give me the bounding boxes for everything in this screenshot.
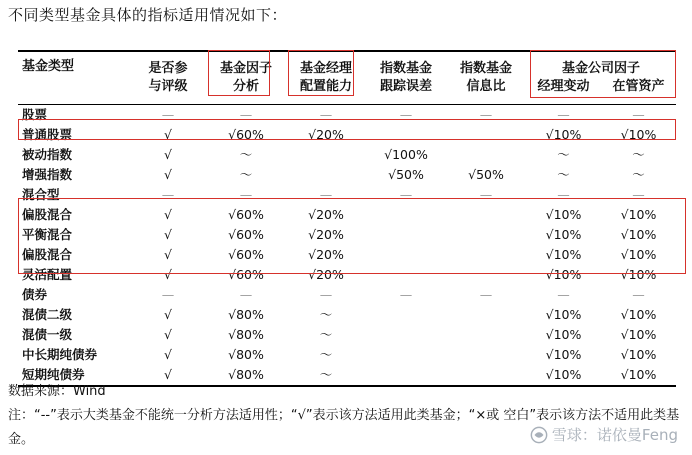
table-cell: ～ xyxy=(319,347,333,362)
table-cell: √ xyxy=(130,365,206,386)
data-source: 数据来源：Wind xyxy=(8,384,106,399)
table-cell xyxy=(446,225,526,245)
table-cell: √ xyxy=(164,147,172,162)
table-cell: √20% xyxy=(308,227,344,242)
table-cell: √10% xyxy=(545,127,582,142)
table-cell xyxy=(366,225,446,245)
table-cell: √60% xyxy=(228,127,264,142)
table-cell: √60% xyxy=(228,267,264,282)
fund-type-cell: 混债二级 xyxy=(22,307,73,322)
table-cell: — xyxy=(239,287,253,302)
header-factor-line1: 基金因子 xyxy=(219,61,272,76)
footnote: 注：“--”表示大类基金不能统一分析方法适用性；“√”表示该方法适用此类基金；“×或 空白”表示该方法不适用此类基金。 xyxy=(8,408,680,447)
table-row xyxy=(18,145,676,165)
table-cell: — xyxy=(399,287,413,302)
table-cell: √10% xyxy=(545,267,582,282)
header-info-line2: 信息比 xyxy=(466,79,506,94)
header-manager xyxy=(286,51,366,105)
table-cell xyxy=(286,165,366,185)
table-cell: √10% xyxy=(545,327,582,342)
fund-type-cell: 债券 xyxy=(22,287,48,302)
table-row xyxy=(18,365,676,386)
table-cell: √100% xyxy=(384,147,428,162)
table-cell xyxy=(286,145,366,165)
fund-type-cell: 中长期纯债券 xyxy=(22,347,98,362)
table-row xyxy=(18,285,676,305)
table-cell xyxy=(366,265,446,285)
table-cell: — xyxy=(479,107,493,122)
table-cell: ～ xyxy=(319,327,333,342)
header-tracking-line1: 指数基金 xyxy=(379,61,432,76)
table-cell: √10% xyxy=(545,347,582,362)
table-cell: — xyxy=(632,107,645,122)
table-cell: √10% xyxy=(526,365,601,386)
intro-text: 不同类型基金具体的指标适用情况如下： xyxy=(8,6,288,24)
table-row xyxy=(18,205,676,225)
fund-type-cell: 偏股混合 xyxy=(22,247,73,262)
table-cell: ～ xyxy=(632,167,645,182)
table-cell xyxy=(446,325,526,345)
watermark xyxy=(530,424,678,445)
table-cell: √20% xyxy=(308,207,344,222)
table-cell: — xyxy=(557,287,570,302)
table-cell: ～ xyxy=(319,307,333,322)
table-cell: — xyxy=(161,187,175,202)
header-rating-line2: 与评级 xyxy=(148,79,188,94)
table-cell: — xyxy=(239,187,253,202)
fund-type-cell: 灵活配置 xyxy=(22,267,73,282)
table-cell: ～ xyxy=(557,147,570,162)
table-cell: √10% xyxy=(620,347,657,362)
table-cell: ～ xyxy=(239,147,253,162)
table-cell xyxy=(446,365,526,386)
fund-type-cell: 普通股票 xyxy=(22,127,73,142)
table-cell xyxy=(446,125,526,145)
table-cell: — xyxy=(399,107,413,122)
table-body xyxy=(18,105,676,387)
table-cell: √10% xyxy=(545,227,582,242)
header-info-line1: 指数基金 xyxy=(459,61,512,76)
table-cell: √10% xyxy=(620,247,657,262)
table-cell: √10% xyxy=(601,365,676,386)
table-cell: — xyxy=(161,287,175,302)
table-cell: √80% xyxy=(228,307,264,322)
table-cell: √10% xyxy=(620,267,657,282)
table-cell: ～ xyxy=(557,167,570,182)
fund-type-cell: 被动指数 xyxy=(22,147,73,162)
table-cell: √80% xyxy=(206,365,286,386)
header-rating xyxy=(130,51,206,105)
table-row xyxy=(18,185,676,205)
table-cell: — xyxy=(632,287,645,302)
table-row xyxy=(18,225,676,245)
fund-type-cell: 平衡混合 xyxy=(22,227,73,242)
table-cell: √80% xyxy=(228,347,264,362)
table-row xyxy=(18,165,676,185)
table-cell xyxy=(366,345,446,365)
fund-indicator-table xyxy=(18,50,676,387)
header-info-ratio xyxy=(446,51,526,105)
table-cell: √ xyxy=(164,267,172,282)
table-cell xyxy=(446,205,526,225)
table-cell xyxy=(366,365,446,386)
table-cell xyxy=(366,205,446,225)
table-cell xyxy=(446,245,526,265)
table-cell xyxy=(446,345,526,365)
table-cell: √60% xyxy=(228,207,264,222)
header-company-factor xyxy=(526,51,676,105)
header-manager-line2: 配置能力 xyxy=(299,79,352,94)
table-cell: — xyxy=(161,107,175,122)
header-tracking xyxy=(366,51,446,105)
table-cell: — xyxy=(319,187,333,202)
table-row xyxy=(18,305,676,325)
table-cell xyxy=(366,245,446,265)
header-company-title: 基金公司因子 xyxy=(561,61,640,76)
fund-type-cell: 混债一级 xyxy=(22,327,73,342)
table-cell: √ xyxy=(164,247,172,262)
table-row xyxy=(18,105,676,126)
header-tracking-line2: 跟踪误差 xyxy=(379,79,432,94)
table-cell: √10% xyxy=(545,247,582,262)
header-aum: 在管资产 xyxy=(612,79,665,94)
table-cell: √ xyxy=(164,207,172,222)
table-cell: — xyxy=(399,187,413,202)
table-cell: — xyxy=(557,107,570,122)
fund-type-cell: 股票 xyxy=(22,107,48,122)
table-cell: √10% xyxy=(620,327,657,342)
table-cell: √50% xyxy=(468,167,504,182)
table-cell: √10% xyxy=(545,307,582,322)
table-row xyxy=(18,125,676,145)
table-cell: √10% xyxy=(620,127,657,142)
table-row xyxy=(18,325,676,345)
snowball-icon xyxy=(530,426,548,444)
table-cell: ～ xyxy=(286,365,366,386)
fund-type-cell: 混合型 xyxy=(22,187,60,202)
table-cell: √50% xyxy=(388,167,424,182)
table-cell xyxy=(366,305,446,325)
table-header-row xyxy=(18,51,676,105)
table-cell xyxy=(446,265,526,285)
table-cell: — xyxy=(239,107,253,122)
table-row xyxy=(18,265,676,285)
watermark-text: 雪球：诺依曼Feng xyxy=(551,426,678,444)
table-cell: ～ xyxy=(239,167,253,182)
table-cell xyxy=(366,325,446,345)
table-cell: √10% xyxy=(545,207,582,222)
table-cell: √20% xyxy=(308,127,344,142)
table-cell: — xyxy=(557,187,570,202)
table-cell: √ xyxy=(164,167,172,182)
header-factor xyxy=(206,51,286,105)
table-cell: ～ xyxy=(632,147,645,162)
header-company-sub xyxy=(526,78,676,96)
table-cell: — xyxy=(319,287,333,302)
table-cell: √80% xyxy=(228,327,264,342)
table-cell xyxy=(446,305,526,325)
table-cell: — xyxy=(319,107,333,122)
fund-type-cell: 偏股混合 xyxy=(22,207,73,222)
table-row xyxy=(18,245,676,265)
table-cell: √ xyxy=(164,347,172,362)
table-cell: √ xyxy=(164,227,172,242)
table-cell xyxy=(366,125,446,145)
table-cell: √10% xyxy=(620,207,657,222)
table-cell: — xyxy=(479,187,493,202)
header-fund-type: 基金类型 xyxy=(22,59,75,74)
table-row xyxy=(18,345,676,365)
table-cell: — xyxy=(479,287,493,302)
header-rating-line1: 是否参 xyxy=(148,61,188,76)
table-cell: √20% xyxy=(308,267,344,282)
table-cell: √60% xyxy=(228,247,264,262)
table-cell: — xyxy=(632,187,645,202)
table-cell: √60% xyxy=(228,227,264,242)
fund-type-cell: 短期纯债券 xyxy=(18,365,130,386)
table-cell: √ xyxy=(164,307,172,322)
table-cell: √ xyxy=(164,127,172,142)
fund-type-cell: 增强指数 xyxy=(22,167,73,182)
header-turnover: 经理变动 xyxy=(537,79,590,94)
table-cell: √20% xyxy=(308,247,344,262)
table-cell: √10% xyxy=(620,307,657,322)
table-cell: √10% xyxy=(620,227,657,242)
header-factor-line2: 分析 xyxy=(232,79,259,94)
table-cell: √ xyxy=(164,327,172,342)
header-manager-line1: 基金经理 xyxy=(299,61,352,76)
table-cell xyxy=(446,145,526,165)
